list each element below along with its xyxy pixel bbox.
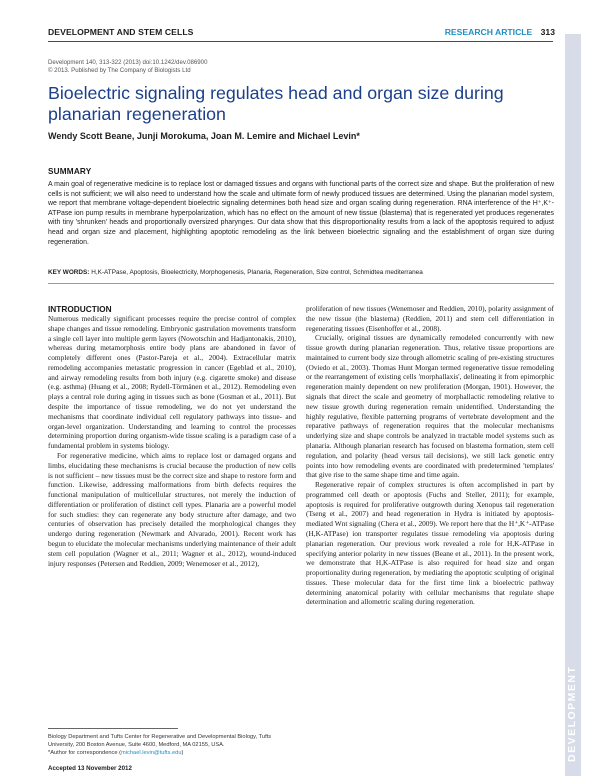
article-title: Bioelectric signaling regulates head and organ size during planarian regeneration bbox=[48, 83, 504, 124]
accepted-date: Accepted 13 November 2012 bbox=[48, 765, 132, 772]
intro-paragraph: For regenerative medicine, which aims to replace lost or damaged organs and limbs, elucidating these mechanisms is crucial because the production of new cells is not sufficient – new tissues must be the correct size and shape to restore form and function. Likewise, addressing malformations from birth defects requires the functional manipulation of multicellular structures, not merely the induction of differentiation or proliferation of distinct cell types. Planaria are a powerful model for such studies: they can regenerate any body structure after damage, and two centuries of observation has precisely detailed the morphological changes they undergo during regeneration (Newmark and Alvarado, 2001). Recent work has begun to elucidate the molecular mechanisms underlying maintenance of their adult stem cell population (Wagner et al., 2011; Wagner et al., 2012), wound-induced injury responses (Petersen and Reddien, 2009; Wenemoser et al., 2012), bbox=[48, 450, 296, 568]
keywords-label: KEY WORDS: bbox=[48, 269, 90, 276]
keywords-line bbox=[48, 268, 554, 277]
summary-heading: SUMMARY bbox=[48, 167, 92, 176]
page-number: 313 bbox=[540, 27, 555, 37]
correspondence-suffix: ) bbox=[181, 750, 184, 756]
body-column-right bbox=[306, 304, 554, 607]
body-column-left bbox=[48, 314, 296, 568]
journal-sidebar-label: DEVELOPMENT bbox=[566, 665, 578, 762]
intro-paragraph: Numerous medically significant processes require the precise control of complex shape changes and tissue remodeling. Embryonic gastrulation movements transform a single cell layer into multiple germ layers (Nowotschin and Hadjantonakis, 2010), whereas during metamorphosis entire body plans are abandoned in favor of completely different ones (Pastor-Pareja et al., 2004). Extracellular matrix remodeling accompanies metastatic progression in cancer (Egeblad et al., 2010), and airway remodeling results from both injury (e.g. cigarette smoke) and disease (e.g. asthma) (Huang et al., 2008; Rydell-Törmänen et al., 2012). Remodeling even plays a central role during aging in tissues such as bone (Gosman et al., 2011). But despite the importance of tissue remodeling, we do not yet understand the mechanisms that coordinate individual cell regulatory pathways into tissue- and organ-level organization. Understanding and learning to control the processes determining proportion during organism-wide tissue scaling is a paradigm case of a fundamental problem in systems biology. bbox=[48, 314, 296, 451]
correspondence-prefix: *Author for correspondence ( bbox=[48, 750, 122, 756]
intro-paragraph: proliferation of new tissues (Wenemoser and Reddien, 2010), polarity assignment of the new tissue (the blastema) (Reddien, 2011) and stem cell differentiation in regenerating tissues (Eisenhoffer et al., 2008). bbox=[306, 304, 554, 333]
citation-line: Development 140, 313-322 (2013) doi:10.1242/dev.086900 bbox=[48, 59, 208, 66]
author-list: Wendy Scott Beane, Junji Morokuma, Joan M. Lemire and Michael Levin* bbox=[48, 131, 360, 141]
article-type-label: RESEARCH ARTICLE bbox=[444, 27, 533, 37]
copyright-line: © 2013. Published by The Company of Biologists Ltd bbox=[48, 67, 191, 75]
summary-text: A main goal of regenerative medicine is to replace lost or damaged tissues and organs with functional parts of the correct size and shape. But the proliferation of new cells is not sufficient; we will also need to understand how the scale and ultimate form of newly produced tissues are determined. Using the planarian model system, we report that membrane voltage-dependent bioelectric signaling determines both head size and organ scaling during regeneration. RNA interference of the H⁺,K⁺-ATPase ion pump results in membrane hyperpolarization, which has no effect on the amount of new tissue (blastema) that is regenerated yet produces regenerates with tiny 'shrunken' heads and proportionally oversized pharynges. Our data show that this disproportionality results from a lack of the apoptosis required to adjust head and organ size and placement, highlighting apoptotic remodeling as the link between bioelectric signaling and the establishment of organ size during regeneration. bbox=[48, 181, 554, 246]
introduction-heading: INTRODUCTION bbox=[48, 304, 112, 314]
correspondence-email-link[interactable]: michael.levin@tufts.edu bbox=[121, 750, 182, 756]
keywords-divider bbox=[48, 283, 554, 284]
article-meta bbox=[48, 59, 207, 75]
intro-paragraph: Regenerative repair of complex structures is often accomplished in part by programmed cell death or apoptosis (Fuchs and Steller, 2011); for example, apoptosis is required for proliferative outgrowth during Xenopus tail regeneration (Tseng et al., 2007) and head regeneration in Hydra is initiated by apoptosis-mediated Wnt signaling (Chera et al., 2009). We report here that the H⁺,K⁺-ATPase (H,K-ATPase) ion transporter regulates tissue remodeling via apoptosis during planarian regeneration. Our previous work revealed a role for H,K-ATPase in specifying anterior polarity in new tissues (Beane et al., 2011). In the present work, we demonstrate that H,K-ATPase is also required for head size and organ proportionality during regeneration, by mediating the apoptotic sculpting of original tissues. These molecular data for the first time link a bioelectric pathway determining anatomical polarity with cellular mechanisms that regulate shape determination and allometric scaling during regeneration. bbox=[306, 480, 554, 607]
running-header bbox=[445, 27, 555, 37]
keywords-text: H,K-ATPase, Apoptosis, Bioelectricity, Morphogenesis, Planaria, Regeneration, Size control, Schmidtea mediterranea bbox=[91, 269, 423, 276]
journal-section-header: DEVELOPMENT AND STEM CELLS bbox=[48, 27, 194, 37]
header-divider bbox=[48, 41, 553, 42]
intro-paragraph: Crucially, original tissues are dynamically remodeled concurrently with new tissue growth during planarian regeneration. Thus, relative tissue proportions are maintained to current body size through allometric scaling of pre-existing structures (Oviedo et al., 2003). Thomas Hunt Morgan termed regenerative tissue remodeling or the rearrangement of existing cells 'morphallaxis', delineating it from epimorphic regeneration mainly dependent on new proliferation (Morgan, 1901). However, the signals that direct the scale and geometry of morphallactic remodeling relative to new tissue growth during regeneration remain unidentified. Understanding the highly regulative, flexible patterning programs of vertebrate development and the reparative pathways of regeneration requires that the molecular mechanisms underlying size and shape controls be analyzed in tractable model systems such as planaria. Although planarian research has focused on blastema formation, stem cell regulation, and polarity (head versus tail decisions), we still lack genetic entry points into how remodeling events are coordinated with predetermined 'templates' that give rise to the same shape time and time again. bbox=[306, 333, 554, 480]
correspondence-note bbox=[48, 750, 183, 756]
author-affiliation: Biology Department and Tufts Center for Regenerative and Developmental Biology, Tufts University, 200 Boston Avenue, Suite 4600, Medford, MA 02155, USA. bbox=[48, 734, 272, 748]
footnote-divider bbox=[48, 728, 178, 729]
